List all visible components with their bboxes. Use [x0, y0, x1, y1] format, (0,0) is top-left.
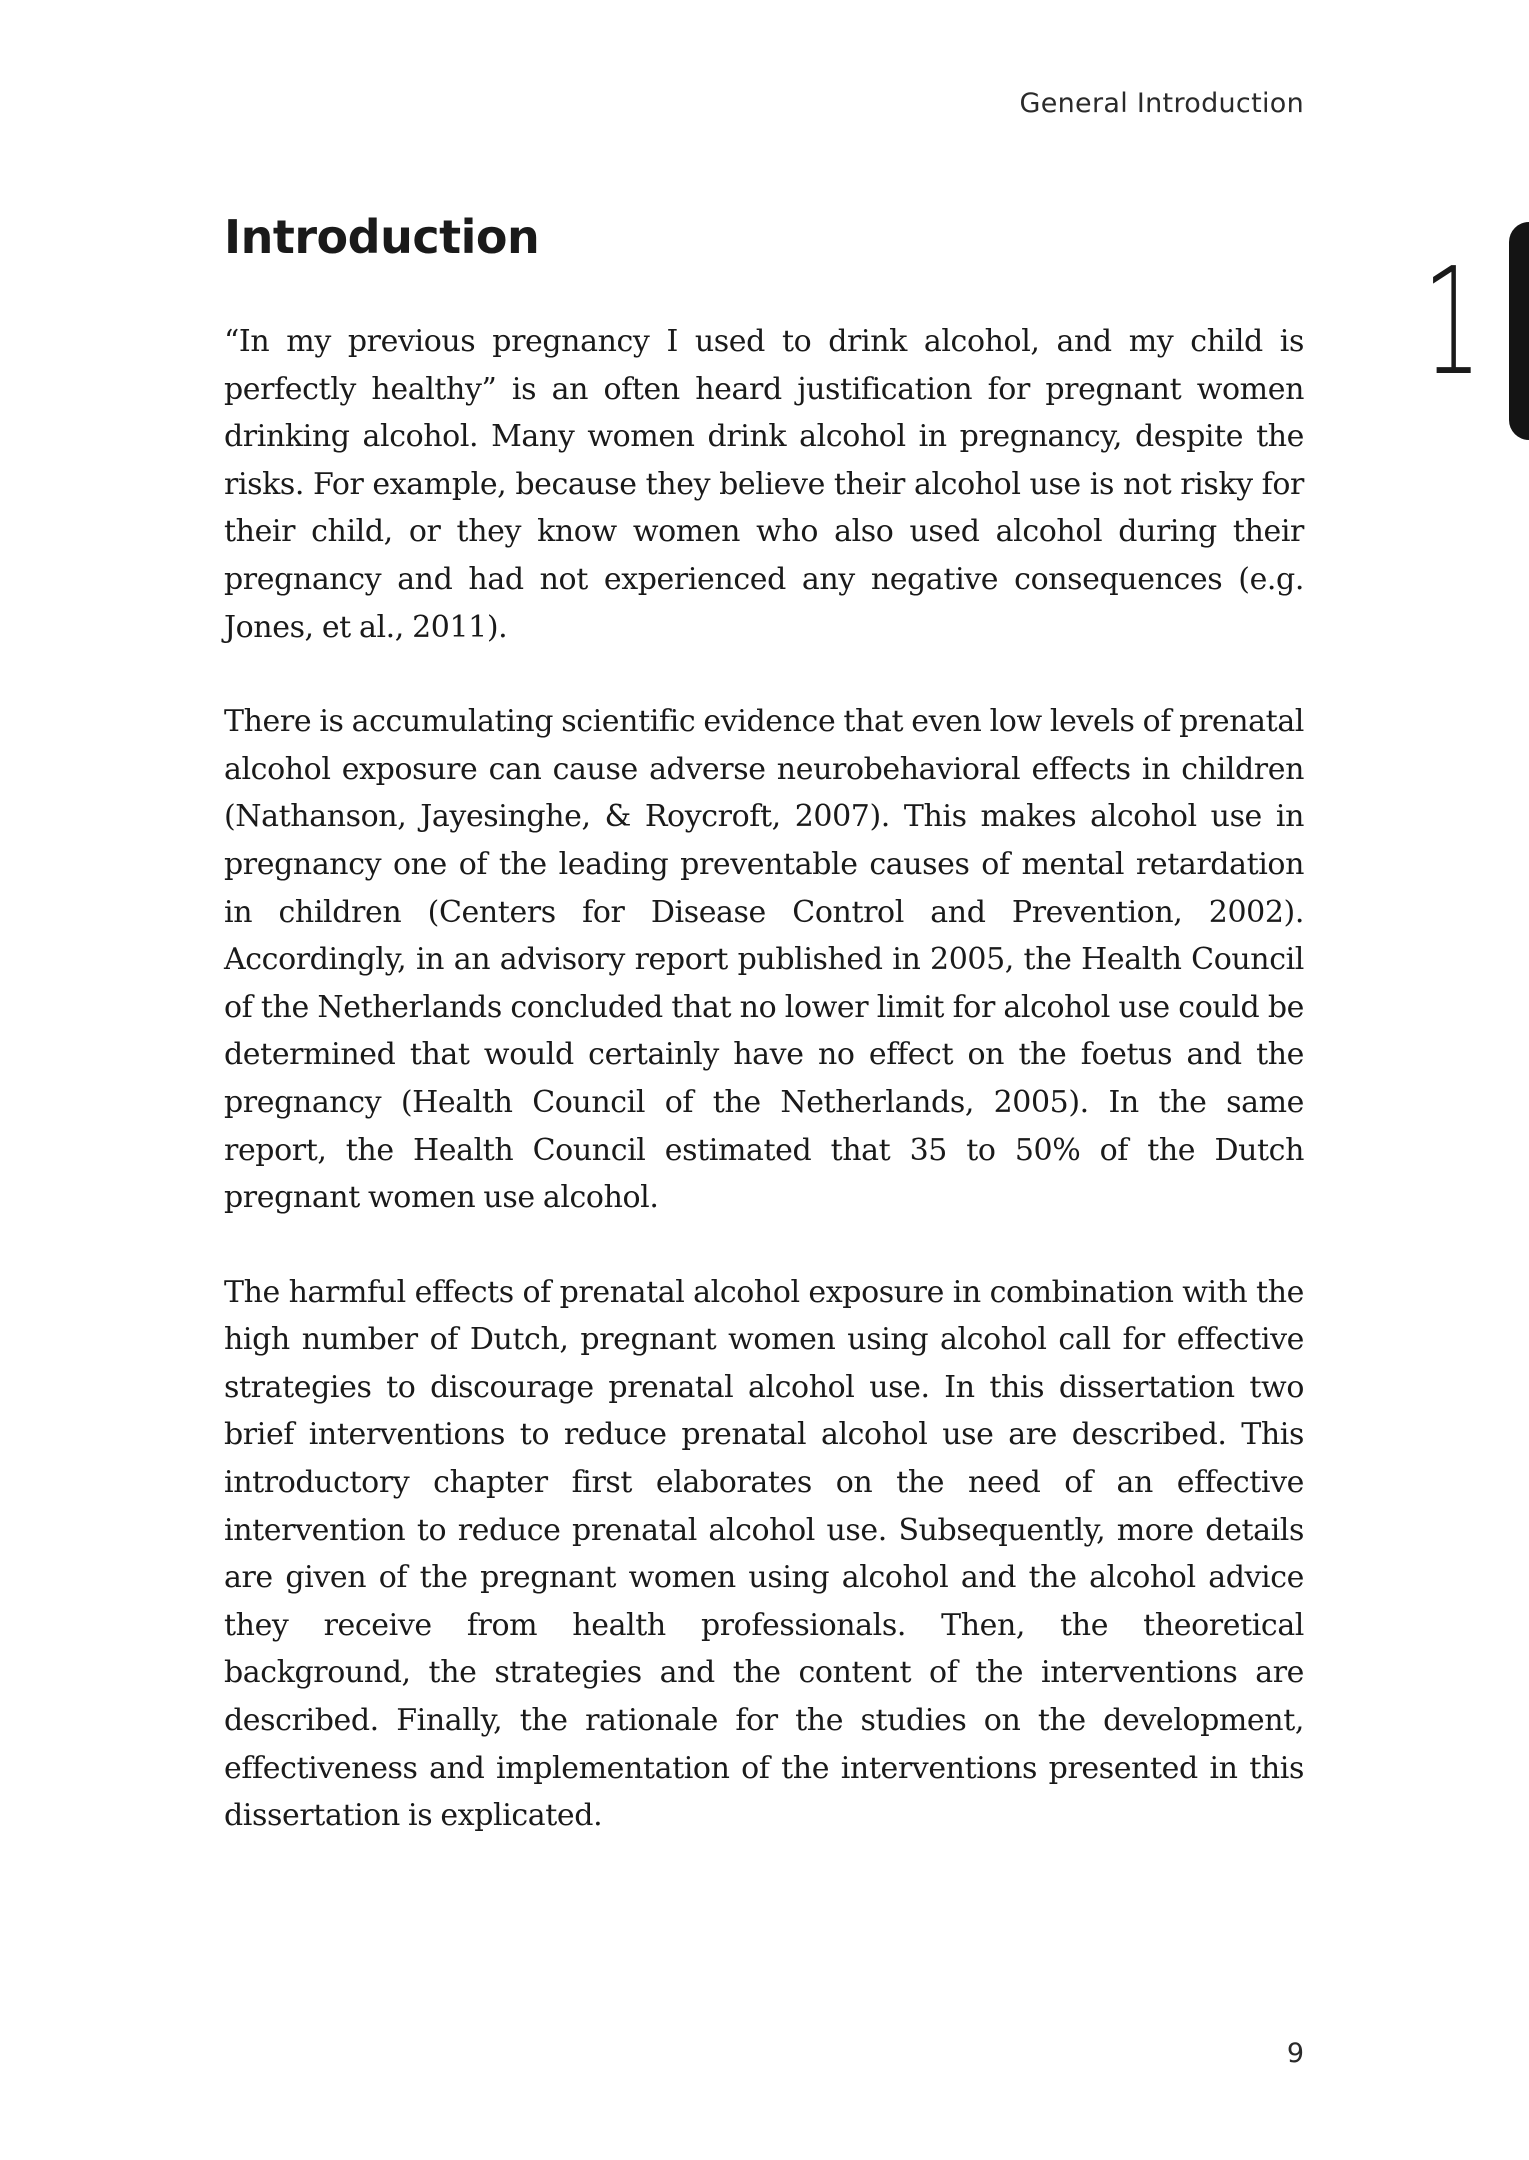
page-number: 9 — [1286, 2038, 1304, 2069]
chapter-tab-marker — [1509, 222, 1529, 440]
body-text — [224, 318, 1304, 1887]
chapter-number: 1 — [1423, 236, 1482, 408]
paragraph-1: “In my previous pregnancy I used to drink alcohol, and my child is perfectly healthy” is an often heard justification for pregnant women drinking alcohol. Many women drink alcohol in pregnancy, despite the risks. For example, because they believe their alcohol use is not risky for their child, or they know women who also used alcohol during their pregnancy and had not experienced any negative consequences (e.g. Jones, et al., 2011). — [224, 324, 1304, 645]
paragraph-2: There is accumulating scientific evidence that even low levels of prenatal alcohol exposure can cause adverse neurobehavioral effects in children (Nathanson, Jayesinghe, & Roycroft, 2007). This makes alcohol use in pregnancy one of the leading preventable causes of mental retardation in children (Centers for Disease Control and Prevention, 2002). Accordingly, in an advisory report published in 2005, the Health Council of the Netherlands concluded that no lower limit for alcohol use could be determined that would certainly have no effect on the foetus and the pregnancy (Health Council of the Netherlands, 2005). In the same report, the Health Council estimated that 35 to 50% of the Dutch pregnant women use alcohol. — [224, 704, 1304, 1216]
section-title: Introduction — [224, 210, 540, 264]
paragraph-3: The harmful effects of prenatal alcohol exposure in combination with the high number of Dutch, pregnant women using alcohol call for effective strategies to discourage prenatal alcohol use. In this dissertation two brief interventions to reduce prenatal alcohol use are described. This introductory chapter first elaborates on the need of an effective intervention to reduce prenatal alcohol use. Subsequently, more details are given of the pregnant women using alcohol and the alcohol advice they receive from health professionals. Then, the theoretical background, the strategies and the content of the interventions are described. Finally, the rationale for the studies on the development, effectiveness and implementation of the interventions presented in this dissertation is explicated. — [224, 1274, 1304, 1834]
running-header: General Introduction — [1019, 88, 1304, 119]
